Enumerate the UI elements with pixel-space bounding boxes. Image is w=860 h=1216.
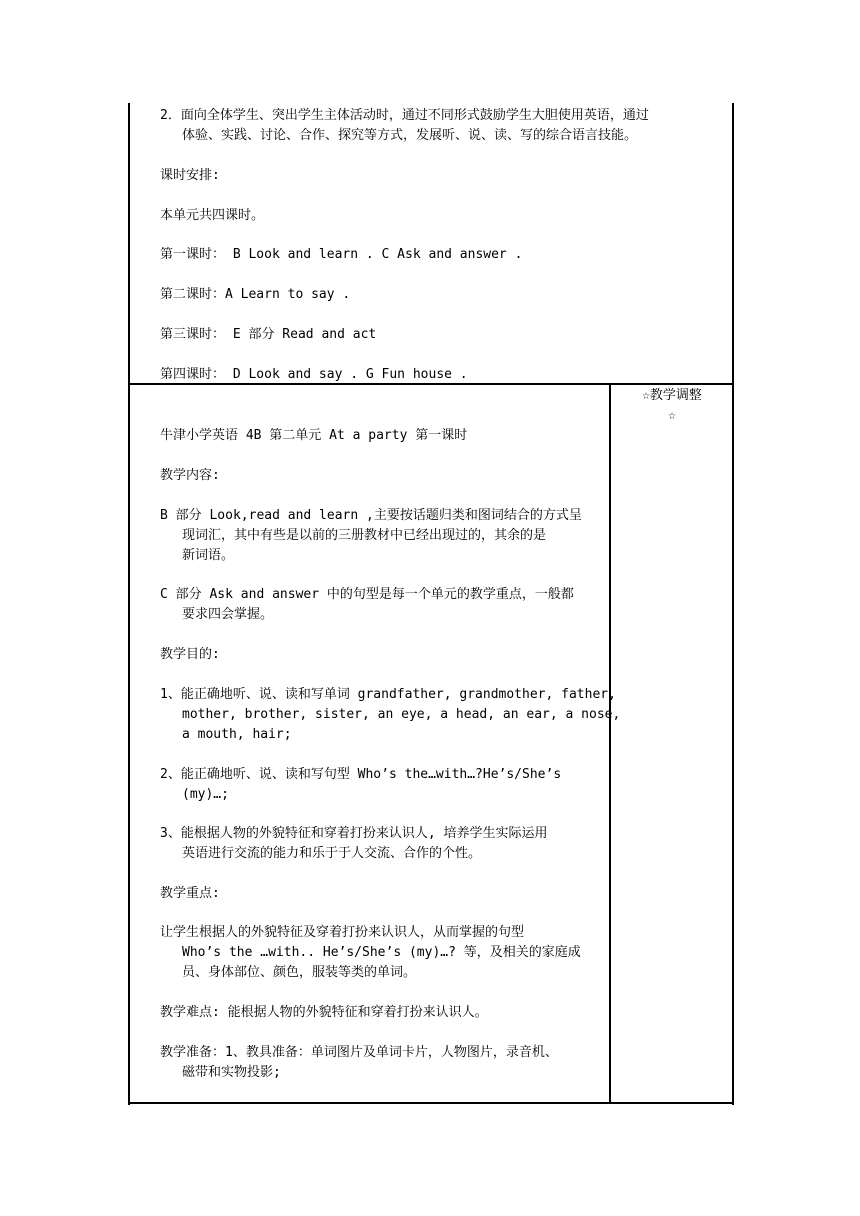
column-divider	[609, 383, 611, 1104]
key-points-line1: 让学生根据人的外貌特征及穿着打扮来认识人，从而掌握的句型	[160, 925, 525, 940]
key-points-line3: 员、身体部位、颜色，服装等类的单词。	[182, 965, 417, 980]
objectives-heading: 教学目的:	[160, 647, 220, 662]
lesson-title: 牛津小学英语 4B 第二单元 At a party 第一课时	[160, 428, 468, 443]
objective-2-line1: 2、能正确地听、说、读和写句型 Who’s the…with…?He’s/She’s	[160, 767, 562, 782]
content-heading: 教学内容:	[160, 468, 220, 483]
objective-1-line3: a mouth, hair;	[182, 727, 292, 742]
key-points-line2: Who’s the …with.. He’s/She’s (my)…? 等，及相关的家庭成	[182, 945, 581, 960]
part-c-line2: 要求四会掌握。	[182, 607, 274, 622]
item2-line1: 2．面向全体学生、突出学生主体活动时，通过不同形式鼓励学生大胆使用英语，通过	[160, 108, 649, 123]
item2-line2: 体验、实践、讨论、合作、探究等方式，发展听、说、读、写的综合语言技能。	[182, 128, 638, 143]
preparation-line1: 教学准备：1、教具准备：单词图片及单词卡片，人物图片，录音机、	[160, 1045, 558, 1060]
part-b-line3: 新词语。	[182, 548, 235, 563]
adjustment-label-line1: ☆教学调整	[642, 388, 702, 403]
schedule-total: 本单元共四课时。	[160, 208, 265, 223]
schedule-heading: 课时安排:	[160, 168, 220, 183]
objective-3-line1: 3、能根据人物的外貌特征和穿着打扮来认识人, 培养学生实际运用	[160, 826, 548, 841]
preparation-line2: 磁带和实物投影;	[182, 1065, 281, 1080]
adjustment-label	[612, 386, 732, 426]
objective-1-line1: 1、能正确地听、说、读和写单词 grandfather, grandmother, father,	[160, 687, 616, 702]
objective-1-line2: mother, brother, sister, an eye, a head, an ear, a nose,	[182, 707, 621, 722]
objective-2-line2: (my)…;	[182, 787, 229, 802]
lesson-1: 第一课时： B Look and learn . C Ask and answer .	[160, 247, 523, 262]
lesson-3: 第三课时： E 部分 Read and act	[160, 327, 377, 342]
adjustment-label-line2: ☆	[668, 408, 676, 423]
table-left-border	[128, 103, 130, 1105]
part-c-line1: C 部分 Ask and answer 中的句型是每一个单元的教学重点，一般都	[160, 587, 574, 602]
part-b-line1: B 部分 Look,read and learn ,主要按话题归类和图词结合的方式呈	[160, 508, 582, 523]
difficulty: 教学难点: 能根据人物的外貌特征和穿着打扮来认识人。	[160, 1005, 488, 1020]
key-points-heading: 教学重点:	[160, 886, 220, 901]
table-bottom-border	[128, 1102, 734, 1104]
lesson-4: 第四课时： D Look and say . G Fun house .	[160, 367, 468, 382]
part-b-line2: 现词汇，其中有些是以前的三册教材中已经出现过的，其余的是	[182, 528, 547, 543]
lesson-2: 第二课时：A Learn to say .	[160, 287, 351, 302]
objective-3-line2: 英语进行交流的能力和乐于于人交流、合作的个性。	[182, 846, 482, 861]
table-right-border	[732, 103, 734, 1105]
